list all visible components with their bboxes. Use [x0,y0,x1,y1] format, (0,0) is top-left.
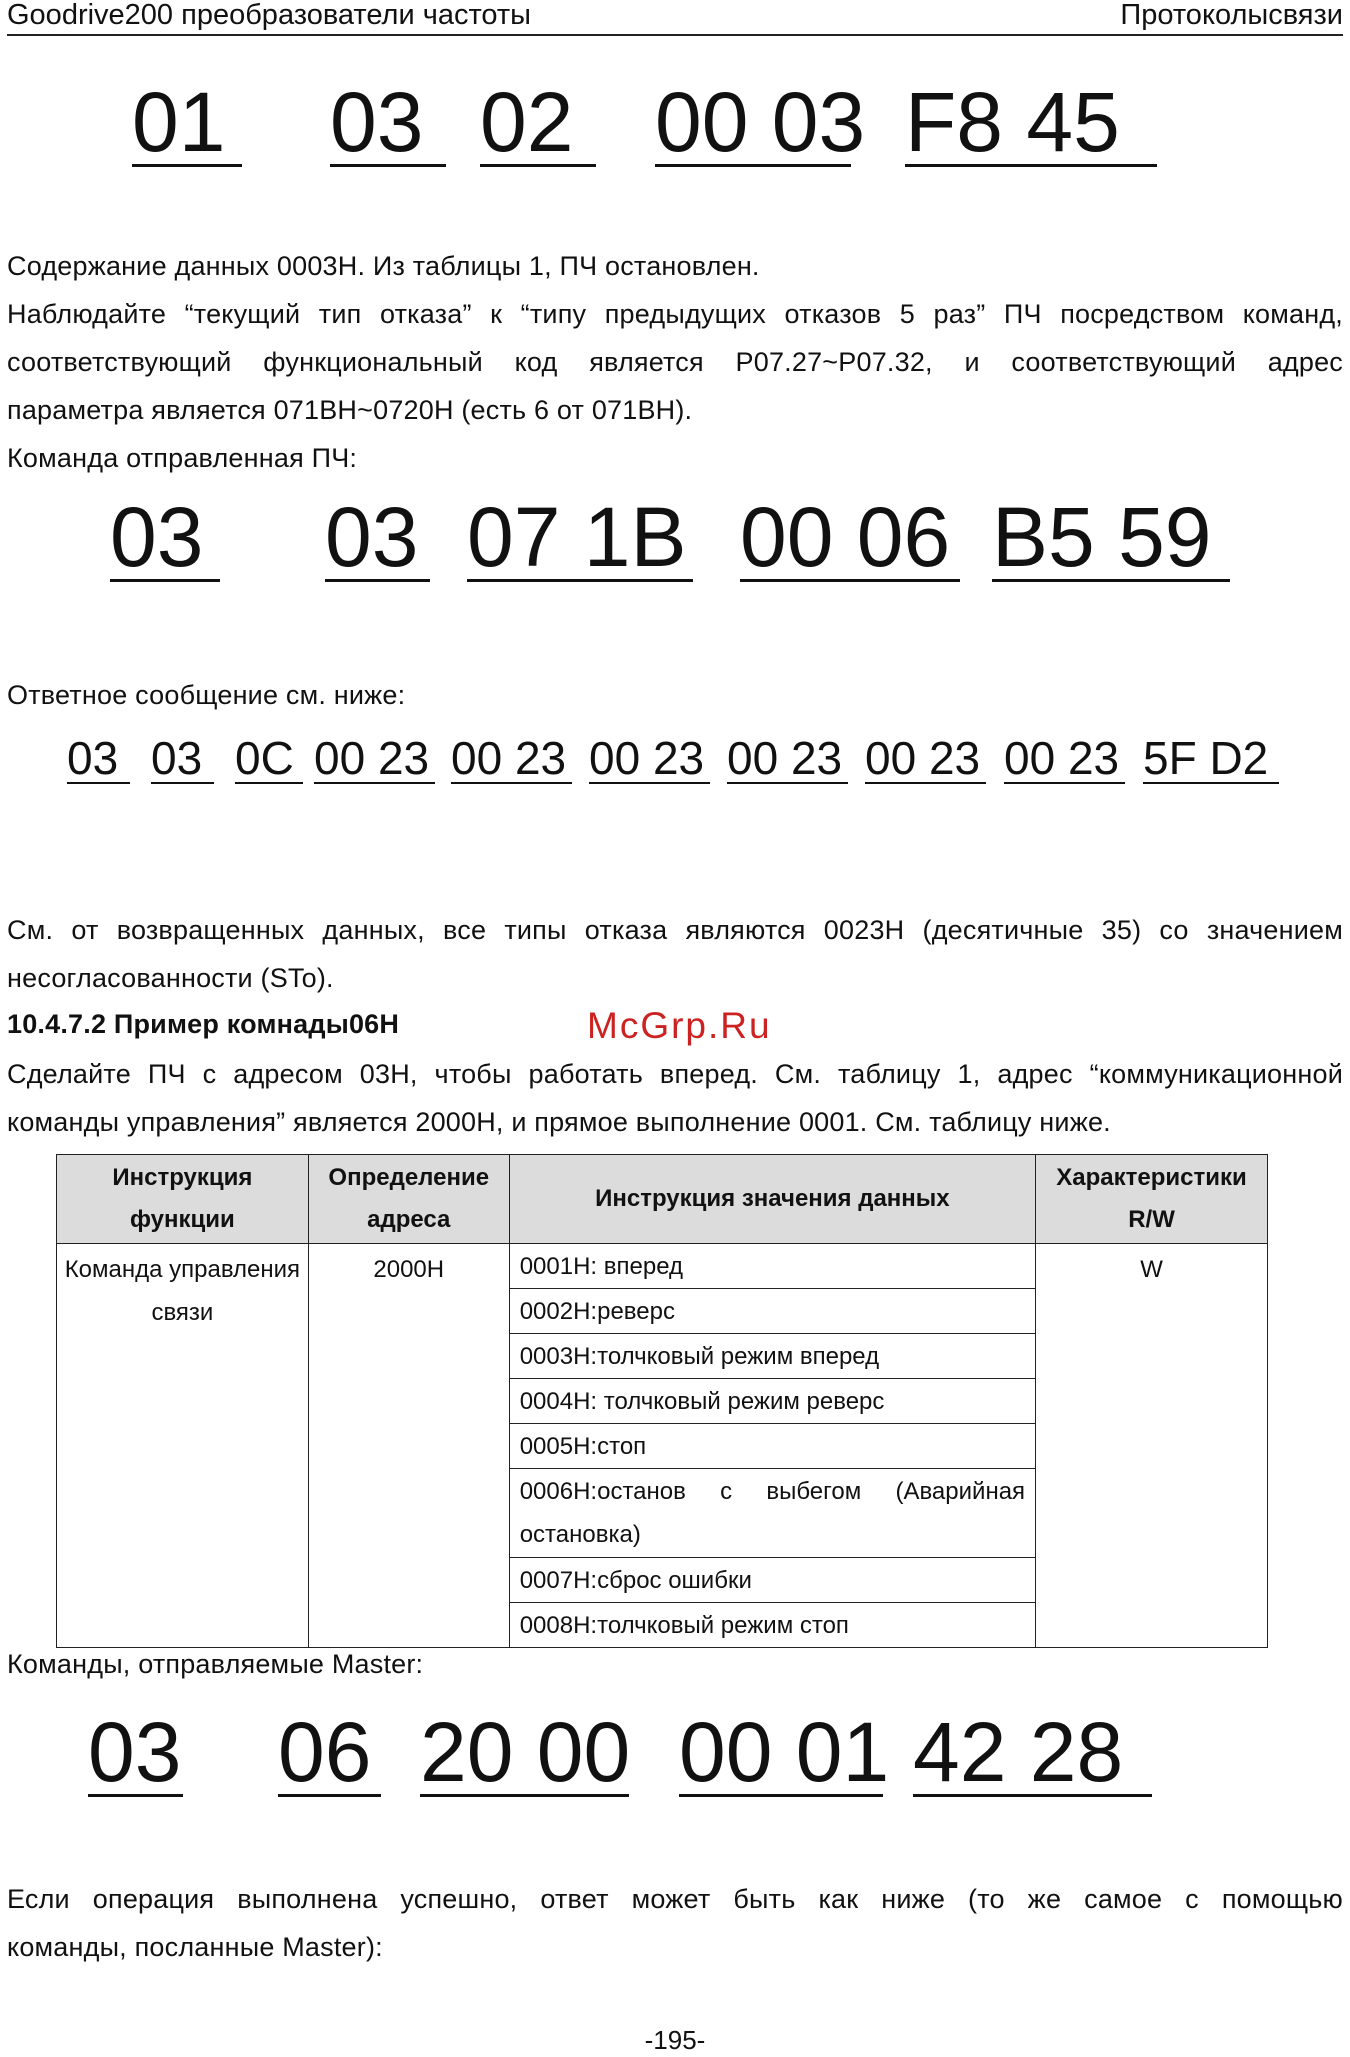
paragraph-line: Наблюдайте “текущий тип отказа” к “типу предыдущих отказов 5 раз” ПЧ посредством команд, [7,299,1343,329]
cell-value: 0005H:стоп [509,1424,1035,1469]
header-section: Протоколысвязи [1120,0,1343,31]
frame2-count: 00 06 [740,495,960,582]
frame3-data-1: 00 23 [314,734,435,784]
cell-value: 0006H:останов с выбегом (Аварийная остановка) [509,1469,1035,1558]
header-data: Инструкция значения данных [509,1155,1035,1244]
cell-value: 0002H:реверс [509,1289,1035,1334]
frame4-value: 00 01 [679,1705,890,1799]
paragraph-line: Если операция выполнена успешно, ответ может быть как ниже (то же самое с помощью [7,1884,1343,1914]
paragraph-line: параметра является 071BH~0720H (есть 6 от 071BH). [7,395,693,425]
paragraph-line: команды, посланные Master): [7,1932,383,1962]
paragraph-line: См. от возвращенных данных, все типы отказа являются 0023H (десятичные 35) со значением [7,915,1343,945]
frame1-length: 02 [480,80,596,167]
reply-label: Ответное сообщение см. ниже: [7,680,406,710]
cell-value: 0004H: толчковый режим реверс [509,1379,1035,1424]
frame1-address: 01 [132,80,242,167]
paragraph-line: Команда отправленная ПЧ: [7,443,358,473]
frame3-data-4: 00 23 [727,734,848,784]
frame2-crc: B5 59 [992,495,1230,582]
frame1-data: 00 03 [655,75,866,169]
frame4-function: 06 [278,1710,381,1797]
frame3-data-3: 00 23 [589,734,710,784]
page-number: -195- [644,2025,706,2055]
command-table [56,1154,1268,1648]
frame3-data-6: 00 23 [1004,734,1125,784]
table-row [57,1244,1268,1289]
section-title: 10.4.7.2 Пример комнады06H [7,1009,400,1039]
header-title: Goodrive200 преобразователи частоты [7,0,532,31]
cell-value: 0001H: вперед [509,1244,1035,1289]
table-header-row [57,1155,1268,1244]
watermark: McGrp.Ru [587,1005,772,1046]
paragraph-line: команды управления” является 2000H, и прямое выполнение 0001. См. таблицу ниже. [7,1107,1111,1137]
paragraph-line: Сделайте ПЧ с адресом 03H, чтобы работать вперед. См. таблицу 1, адрес “коммуникационной [7,1059,1343,1089]
frame3-address: 03 [67,734,130,784]
paragraph-line: несогласованности (STo). [7,963,334,993]
frame4-address: 03 [88,1705,182,1799]
frame3-function: 03 [151,734,214,784]
frame1-function: 03 [330,80,446,167]
paragraph-line: Содержание данных 0003H. Из таблицы 1, ПЧ остановлен. [7,251,760,281]
cell-function: Команда управления связи [57,1244,309,1648]
frame4-register: 20 00 [420,1705,631,1799]
cell-value: 0003H:толчковый режим вперед [509,1334,1035,1379]
cell-rw: W [1036,1244,1268,1648]
cell-address: 2000H [308,1244,509,1648]
cell-value: 0007H:сброс ошибки [509,1558,1035,1603]
frame3-length: 0C [235,734,303,784]
frame1-crc: F8 45 [905,80,1157,167]
page-header [7,0,1343,36]
frame2-function: 03 [325,495,430,582]
header-function: Инструкция функции [57,1155,309,1244]
frame2-address: 03 [110,495,220,582]
header-rw: Характеристики R/W [1036,1155,1268,1244]
frame4-crc: 42 28 [913,1710,1152,1797]
frame3-crc: 5F D2 [1143,734,1279,784]
frame3-data-5: 00 23 [865,734,986,784]
header-address: Определение адреса [308,1155,509,1244]
frame3-data-2: 00 23 [451,734,572,784]
cell-value: 0008H:толчковый режим стоп [509,1603,1035,1648]
paragraph-line: соответствующий функциональный код является P07.27~P07.32, и соответствующий адрес [7,347,1343,377]
master-label: Команды, отправляемые Master: [7,1649,424,1679]
frame2-start-address: 07 1B [467,495,693,582]
